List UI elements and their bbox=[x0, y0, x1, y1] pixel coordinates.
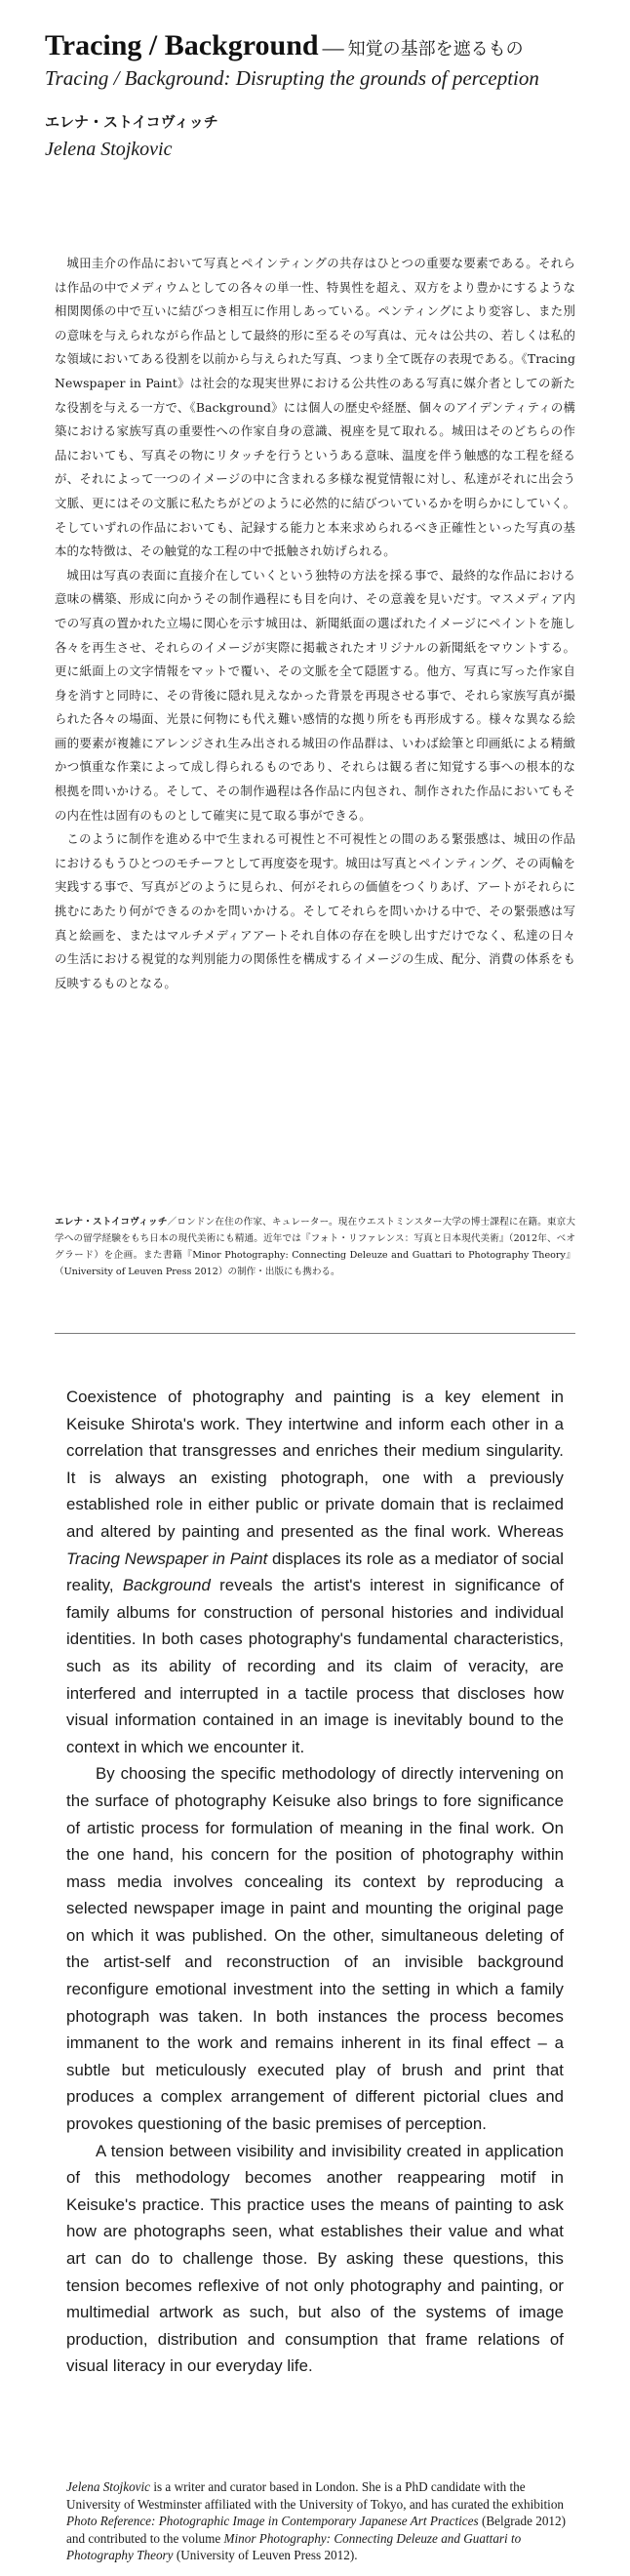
japanese-author-bio bbox=[55, 1214, 575, 1280]
subtitle: Tracing / Background: Disrupting the grounds of perception bbox=[45, 66, 539, 90]
section-divider bbox=[55, 1333, 575, 1334]
english-bio-name: Jelena Stojkovic bbox=[66, 2479, 151, 2494]
title-dash: — bbox=[322, 35, 344, 60]
author-name-english: Jelena Stojkovic bbox=[45, 139, 173, 160]
japanese-paragraph-1: 城田圭介の作品において写真とペインティングの共存はひとつの重要な要素である。それらは作品の中でメディウムとしての各々の単一性、特異性を超え、双方をより豊かにするような相関関係の中で互いに結びつき相互に作用しあっている。ペンティングにより変容し、また別の意味を与えられながら作品として最終的形に至るその写真は、元々は公共の、若しくは私的な領域においてある役割を以前から与えられた写真、つまり全て既存の表現である。《Tracing Newspaper in Paint》は社会的な現実世界における公共性のある写真に媒介者としての新たな役割を与える一方で、《Background》には個人の歴史や経歴、個々のアイデンティティの構築における家族写真の重要性への作家自身の意識、視座を見て取れる。城田はそのどちらの作品においても、写真その物にリタッチを行うというある意味、温度を伴う触感的な工程を経るが、それによって一つのイメージの中に含まれる多様な視覚情報に対し、私達がそれに出会う文脈、更にはその文脈に私たちがどのように必然的に結びついているかを明らかにしていく。そしていずれの作品においても、記録する能力と本来求められるべき正確性といった写真の基本的な特徴は、その触覚的な工程の中で抵触され妨げられる。 bbox=[55, 256, 575, 559]
japanese-essay bbox=[55, 252, 575, 995]
title-row bbox=[45, 29, 591, 62]
title-english: Tracing / Background bbox=[45, 29, 319, 61]
book-title: Minor Photography: Connecting Deleuze and Guattari to Photography Theory bbox=[66, 2530, 522, 2563]
english-p1-text-c: reveals the artist's interest in significance of family albums for construction of personal histories and individual identities. In both cases photography's fundamental characteristics, such as its ability of recording and its claim of veracity, are interfered and interrupted in a tactile process that discloses how visual information contained in an image is inevitably bound to the context in which we encounter it. bbox=[66, 1576, 564, 1756]
work-title-background: Background bbox=[122, 1576, 211, 1595]
english-p1-text-b: displaces its role as a mediator of social reality, bbox=[66, 1549, 564, 1595]
english-paragraph-1 bbox=[66, 1384, 564, 1760]
english-paragraph-3: A tension between visibility and invisibility created in application of this methodology becomes another reappearing motif in Keisuke's practice. This practice uses the means of painting to ask how are photographs seen, what establishes their value and what art can do to challenge those. By asking these questions, this tension becomes reflexive of not only photography and painting, or multimedial artwork as such, but also of the systems of image production, distribution and consumption that frame relations of visual literacy in our everyday life. bbox=[66, 2141, 564, 2376]
english-paragraph-2: By choosing the specific methodology of directly intervening on the surface of photography Keisuke also brings to fore significance of artistic process for formulation of meaning in the final work. On the one hand, his concern for the position of photography within mass media involves concealing its context by reproducing a selected newspaper image in paint and mounting the original page on which it was published. On the other, simultaneous deleting of the artist-self and reconstruction of an invisible background reconfigure emotional investment into the setting in which a family photograph was taken. In both instances the process becomes immanent to the work and remains inherent in its final effect – a subtle but meticulously executed play of brush and print that produces a complex arrangement of different pictorial clues and provokes questioning of the basic premises of perception. bbox=[66, 1764, 564, 2134]
english-author-bio bbox=[66, 2478, 573, 2564]
title-japanese: 知覚の基部を遮るもの bbox=[347, 39, 524, 60]
japanese-paragraph-2: 城田は写真の表面に直接介在していくという独特の方法を採る事で、最終的な作品における意味の構築、形成に向かうその制作過程にも目を向け、その意義を見いだす。マスメディア内での写真の置かれた立場に関心を示す城田は、新聞紙面の選ばれたイメージにペイントを施し各々を再生させ、それらのイメージが実際に掲載されたオリジナルの新聞紙をマウントする。更に紙面上の文字情報をマットで覆い、その文脈を全て隠匿する。他方、写真に写った作家自身を消すと同時に、その背後に隠れ見えなかった背景を再現させる事で、それら家族写真が撮られた各々の場面、光景に何物にも代え難い感情的な拠り所をも再形成する。様々な異なる絵画的要素が複雑にアレンジされ生み出される城田の作品群は、いわば絵筆と印画紙による精緻かつ慎重な作業によって成し得られるものであり、それらは観る者に知覚する事への根本的な根拠を問いかける。そして、その制作過程は各作品に内包され、制作された作品においてもその内在性は固有のものとして確実に見て取る事ができる。 bbox=[55, 567, 575, 823]
english-bio-text-c: (University of Leuven Press 2012). bbox=[173, 2548, 358, 2563]
japanese-bio-name: エレナ・ストイコヴィッチ bbox=[55, 1217, 168, 1228]
japanese-paragraph-3: このように制作を進める中で生まれる可視性と不可視性との間のある緊張感は、城田の作品におけるもうひとつのモチーフとして再度姿を現す。城田は写真とペインティング、その両輪を実践する事で、写真がどのように見られ、何がそれらの価値をつくりあげ、アートがそれらに挑むにあたり何ができるのかを問いかける。そしてそれらを問いかける中で、その緊張感は写真と絵画を、またはマルチメディアアートそれ自体の存在を映し出すだけでなく、私達の日々の生活における視覚的な判別能力の関係性を構成するイメージの生成、配分、消費の体系をも反映するものとなる。 bbox=[55, 831, 575, 990]
english-essay bbox=[66, 1384, 564, 2380]
english-bio-text-a: is a writer and curator based in London. She is a PhD candidate with the University of Westminster affiliated with the University of Tokyo, and has curated the exhibition bbox=[66, 2479, 565, 2512]
exhibition-title: Photo Reference: Photographic Image in Contemporary Japanese Art Practices bbox=[66, 2514, 479, 2529]
author-name-japanese: エレナ・ストイコヴィッチ bbox=[45, 113, 218, 131]
work-title-tracing-newspaper: Tracing Newspaper in Paint bbox=[66, 1549, 268, 1568]
english-bio-text-b: (Belgrade 2012) and contributed to the volume bbox=[66, 2514, 566, 2546]
english-p1-text-a: Coexistence of photography and painting is a key element in Keisuke Shirota's work. They intertwine and inform each other in a correlation that transgresses and enriches their medium singularity. It is always an existing photograph, one with a previously established role in either public or private domain that is reclaimed and altered by painting and presented as the final work. Whereas bbox=[66, 1388, 564, 1541]
japanese-bio-text: ／ロンドン在住の作家、キュレーター。現在ウエストミンスター大学の博士課程に在籍。東京大学への留学経験をもち日本の現代美術にも精通。近年では『フォト・リファレンス：写真と日本現代美術』（2012年、ベオグラード）を企画。また書籍『Minor Photography: Connecting Deleuze and Guattari to Photography Theory』（University of Leuven Press 2012）の制作・出版にも携わる。 bbox=[55, 1217, 576, 1277]
